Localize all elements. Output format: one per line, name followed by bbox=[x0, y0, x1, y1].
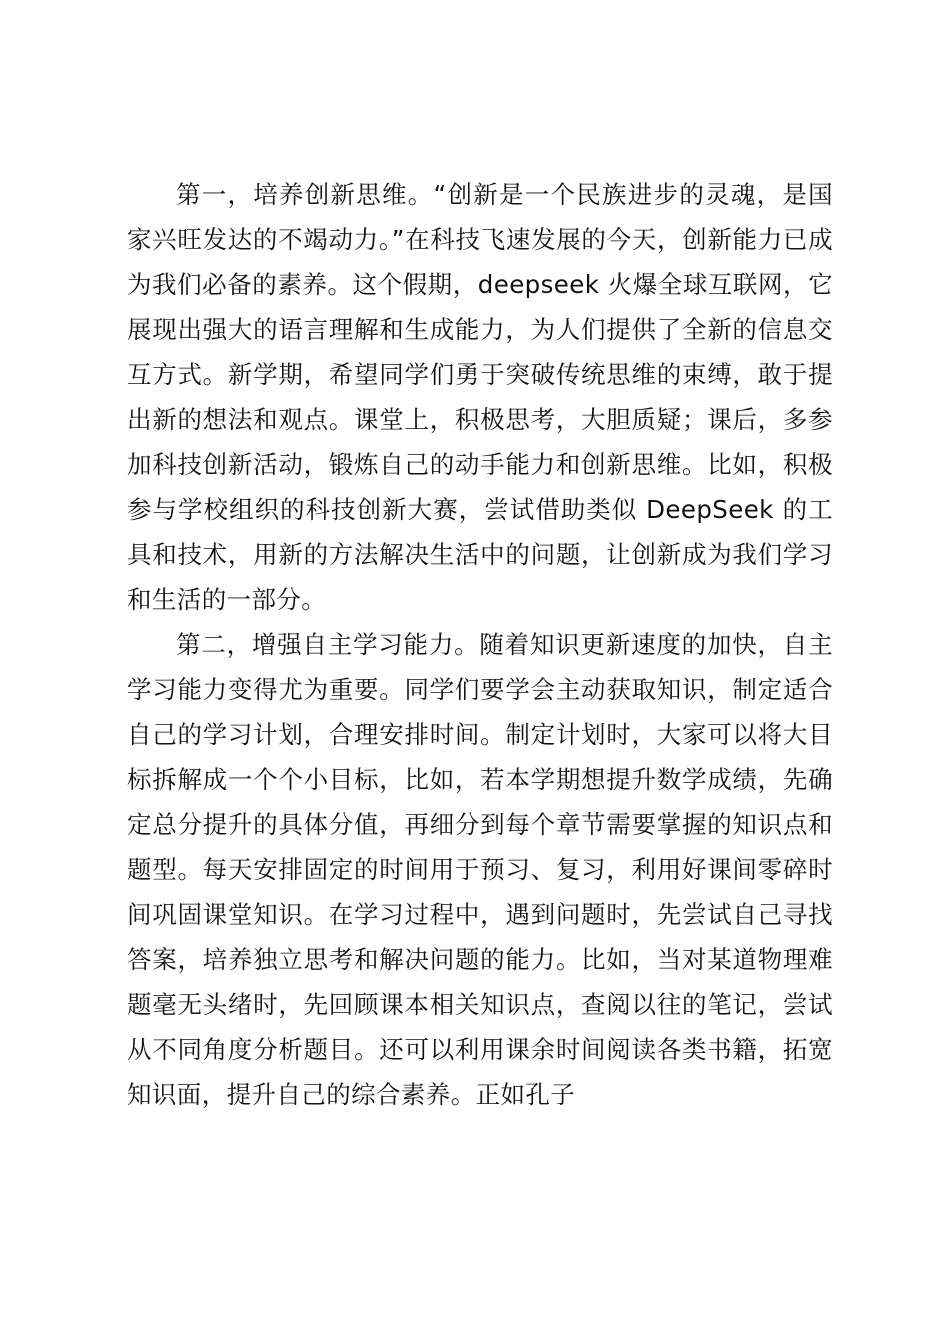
paragraph-self-learning: 第二，增强自主学习能力。随着知识更新速度的加快，自主学习能力变得尤为重要。同学们要学会主动获取知识，制定适合自己的学习计划，合理安排时间。制定计划时，大家可以将大目标拆解成一个个小目标，比如，若本学期想提升数学成绩，先确定总分提升的具体分值，再细分到每个章节需要掌握的知识点和题型。每天安排固定的时间用于预习、复习，利用好课间零碎时间巩固课堂知识。在学习过程中，遇到问题时，先尝试自己寻找答案，培养独立思考和解决问题的能力。比如，当对某道物理难题毫无头绪时，先回顾课本相关知识点，查阅以往的笔记，尝试从不同角度分析题目。还可以利用课余时间阅读各类书籍，拓宽知识面，提升自己的综合素养。正如孔子 bbox=[127, 630, 833, 1109]
paragraph-innovation: 第一，培养创新思维。“创新是一个民族进步的灵魂，是国家兴旺发达的不竭动力。”在科技飞速发展的今天，创新能力已成为我们必备的素养。这个假期，deepseek 火爆全球互联网，它展现出强大的语言理解和生成能力，为人们提供了全新的信息交互方式。新学期，希望同学们勇于突破传统思维的束缚，敢于提出新的想法和观点。课堂上，积极思考，大胆质疑；课后，多参加科技创新活动，锻炼自己的动手能力和创新思维。比如，积极参与学校组织的科技创新大赛，尝试借助类似 DeepSeek 的工具和技术，用新的方法解决生活中的问题，让创新成为我们学习和生活的一部分。 bbox=[127, 180, 833, 614]
document-body bbox=[127, 172, 833, 1117]
